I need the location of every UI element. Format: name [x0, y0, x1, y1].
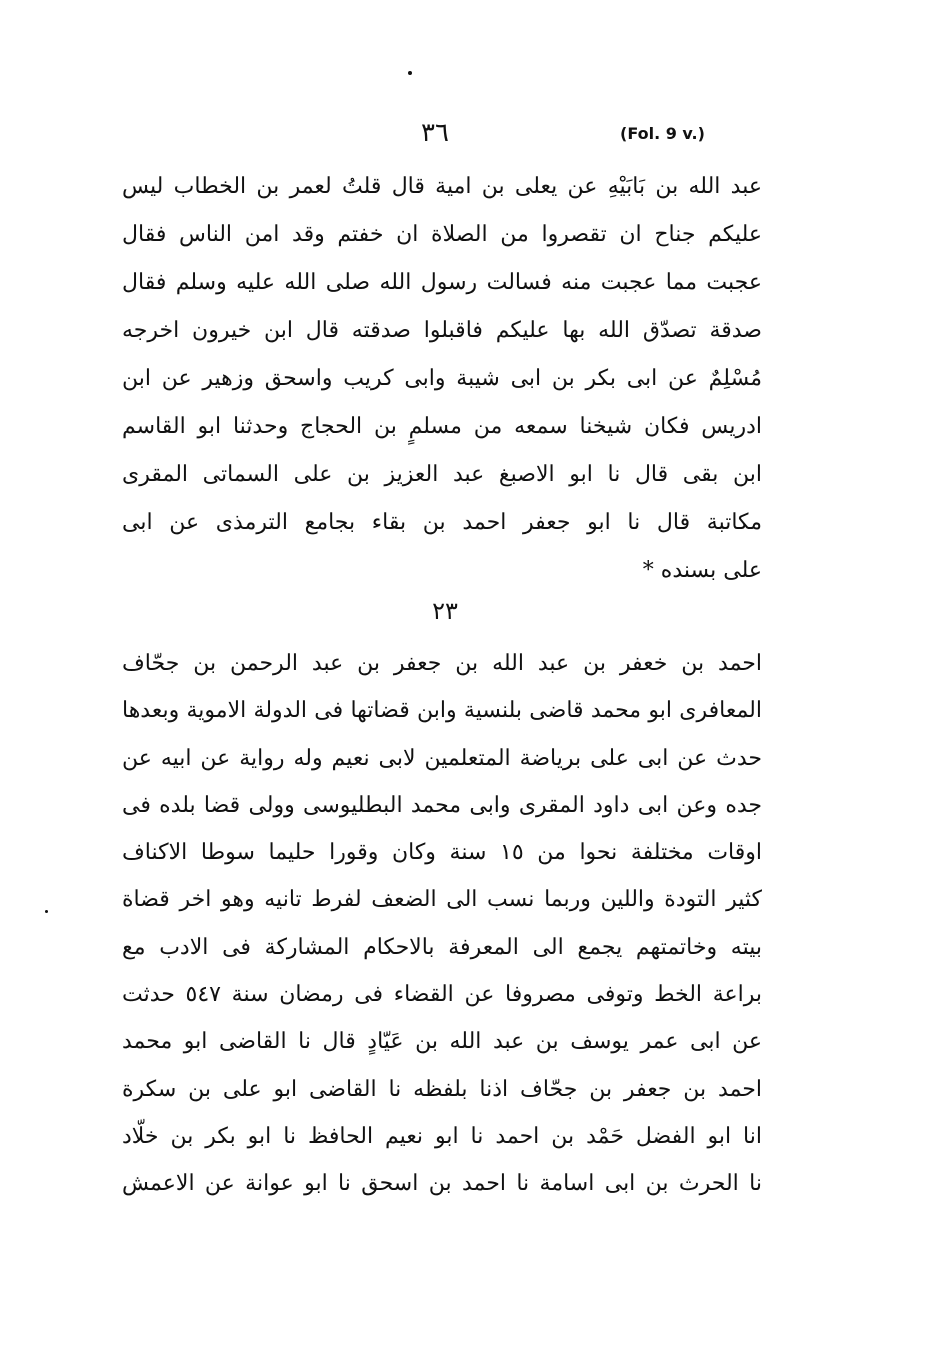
text-line: كثير التودة واللين وربما نسب الى الضعف لفرط تانيه وهو اخر قضاة — [122, 887, 762, 913]
text-line: المعافرى ابو محمد قاضى بلنسية وابن قضاتها فى الدولة الاموية وبعدها — [122, 698, 762, 724]
text-line: حدث عن ابى على برياضة المتعلمين لابى نعيم وله رواية عن ابيه عن — [122, 745, 762, 771]
entry-number: ٢٣ — [432, 597, 458, 625]
text-line: عبد الله بن بَابَيْهِ عن يعلى بن امية قال قلتُ لعمر بن الخطاب ليس — [122, 174, 762, 199]
text-line: بيته وخاتمتهم يجمع الى المعرفة بالاحكام المشاركة فى الادب مع — [122, 934, 762, 960]
paragraph-2 — [122, 640, 762, 1208]
text-line: عن ابى عمر يوسف بن عبد الله بن عَيّادٍ قال نا القاضى ابو محمد — [122, 1029, 762, 1055]
ink-speck — [45, 910, 48, 913]
text-line: انا ابو الفضل حَمْد بن احمد نا ابو نعيم الحافظ نا ابو بكر بن خلّاد — [122, 1123, 762, 1149]
text-line: احمد بن جعفر بن جحّاف اذنا بلفظه نا القاضى ابو على بن سكرة — [122, 1076, 762, 1102]
folio-reference: (Fol. 9 v.) — [620, 124, 705, 143]
page-number: ٣٦ — [421, 118, 449, 148]
text-line: ابن بقى قال نا ابو الاصبغ عبد العزيز بن على السماتى المقرى — [122, 462, 762, 487]
ink-speck — [408, 71, 412, 75]
text-line: نا الحرث بن ابى اسامة نا احمد بن اسحق نا ابو عوانة عن الاعمش — [122, 1171, 762, 1197]
text-line: براعة الخط وتوفى مصروفا عن القضاء فى رمضان سنة ٥٤٧ حدثت — [122, 982, 762, 1008]
text-line: احمد بن خعفر بن عبد الله بن جعفر بن عبد الرحمن بن جحّاف — [122, 651, 762, 676]
paragraph-1 — [122, 163, 762, 595]
text-line: على بسنده * — [642, 558, 762, 583]
text-line: جده وعن ابى داود المقرى وابى محمد البطليوسى وولى قضا بلده فى — [122, 792, 762, 818]
text-line: صدقة تصدّق الله بها عليكم فاقبلوا صدقته قال ابن خيرون اخرجه — [122, 318, 762, 343]
text-line: عجبت مما عجبت منه فسالت رسول الله صلى الله عليه وسلم فقال — [122, 270, 762, 295]
text-line: ادريس فكان شيخنا سمعه من مسلمٍ بن الحجاج وحدثنا ابو القاسم — [122, 414, 762, 439]
text-line: مكاتبة قال نا ابو جعفر احمد بن بقاء بجامع الترمذى عن ابى — [122, 510, 762, 535]
text-line: اوقات مختلفة نحوا من ١٥ سنة وكان وقورا حليما سوطا الاكناف — [122, 840, 762, 866]
text-line: مُسْلِمٌ عن ابى بكر بن ابى شيبة وابى كريب واسحق وزهير عن ابن — [122, 366, 762, 391]
text-line: عليكم جناح ان تقصروا من الصلاة ان خفتم وقد امن الناس فقال — [122, 222, 762, 247]
